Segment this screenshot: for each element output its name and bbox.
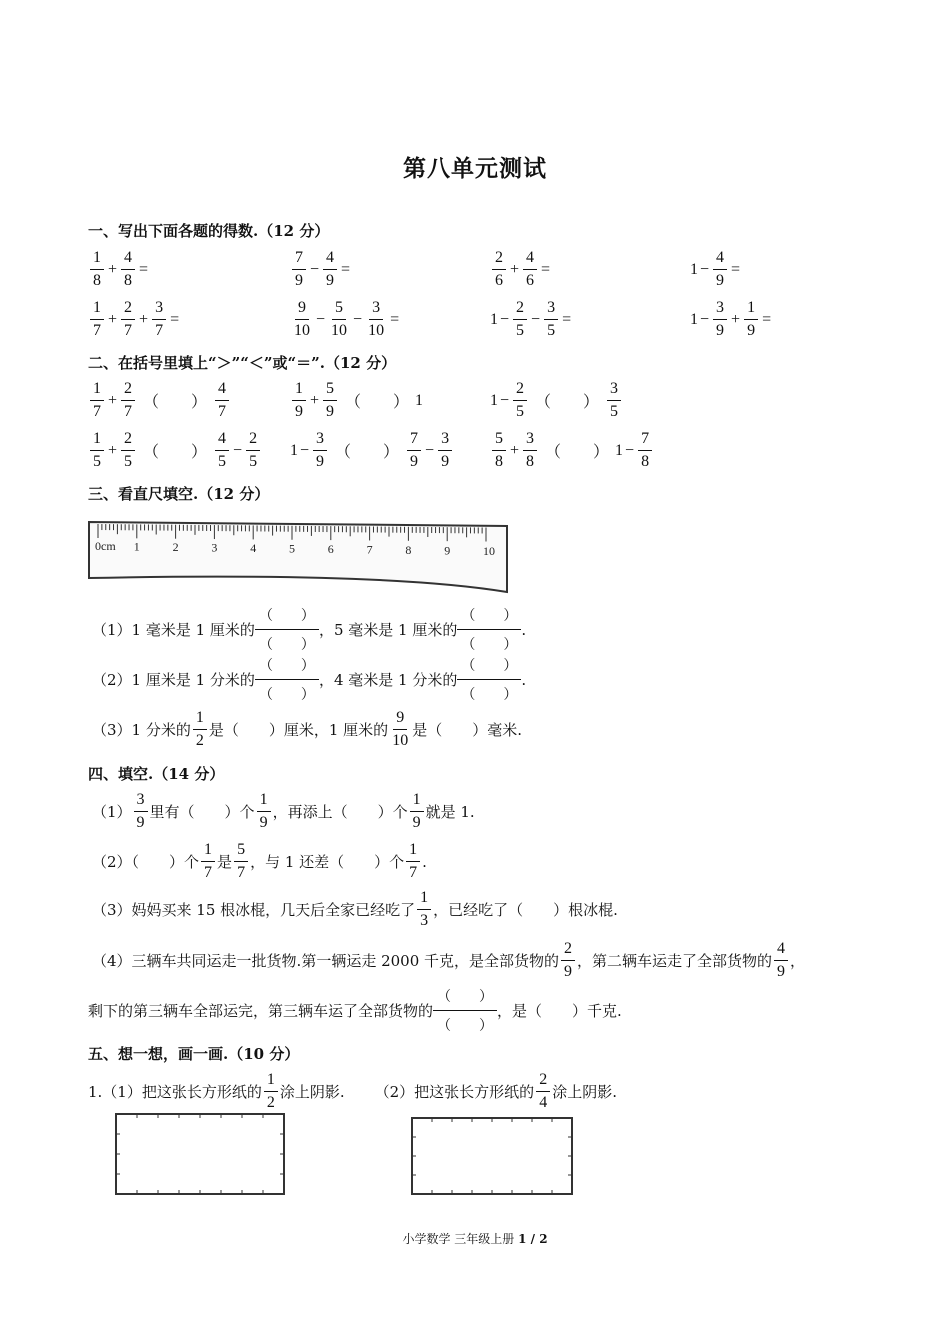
ruler-tick-label: 10 [483,544,495,558]
section-1-heading: 一、写出下面各题的得数.（12 分） [88,222,330,240]
q1-item-5: $\frac{1}{7}$ + $\frac{2}{7}$ + $\frac{3}{7}$ = [88,300,181,339]
section-5-heading: 五、想一想，画一画.（10 分） [88,1045,300,1063]
section-2-heading: 二、在括号里填上“＞”“＜”或“＝”.（12 分） [88,354,397,372]
q4-line-3: （3）妈妈买来 15 根冰棍，几天后全家已经吃了 $\frac{1}{3}$ ，已经吃了（ ）根冰棍. [92,889,618,929]
footer-subject: 小学数学 三年级上册 [402,1232,515,1246]
q1-item-1: $\frac{1}{8}$ + $\frac{4}{8}$ = [88,250,150,289]
q1-item-7: 1 − $\frac{2}{5}$ − $\frac{3}{5}$ = [490,299,572,339]
ruler-tick-label: 6 [327,542,334,556]
footer-page-number: 1 / 2 [518,1232,548,1246]
q2-item-4: $\frac{1}{5}$ + $\frac{2}{5}$ （ ） $\frac{4}{5}$ − $\frac{2}{5}$ [88,431,262,470]
q1-item-8: 1 − $\frac{3}{9}$ + $\frac{1}{9}$ = [690,299,772,339]
q2-item-5: 1 − $\frac{3}{9}$ （ ） $\frac{7}{9}$ − $\frac{3}{9}$ [290,431,454,470]
q3-l1-text-a: （1）1 毫米是 1 厘米的 [92,621,255,639]
q3-l2-text-b: ，4 毫米是 1 分米的 [318,671,458,689]
q2-item-2: $\frac{1}{9}$ + $\frac{5}{9}$ （ ） 1 [290,381,423,420]
ruler-tick-label: 8 [405,543,412,557]
section-4-heading: 四、填空.（14 分） [88,765,225,783]
ruler-tick-label: 1 [133,539,140,554]
ruler-image [86,516,510,596]
q3-line-3: （3）1 分米的 $\frac{1}{2}$ 是（ ）厘米，1 厘米的 $\frac{9}{10}$ 是（ ）毫米. [92,709,522,749]
q2-item-1: $\frac{1}{7}$ + $\frac{2}{7}$ （ ） $\frac{4}{7}$ [88,381,231,420]
q1-item-4: 1 − $\frac{4}{9}$ = [690,249,741,289]
blank-fraction[interactable]: （ ） （ ） [457,655,521,704]
q1-item-2: $\frac{7}{9}$ − $\frac{4}{9}$ = [290,250,352,289]
q4-line-2: （2）（ ）个 $\frac{1}{7}$ 是 $\frac{5}{7}$ ，与 1 还差（ ）个 $\frac{1}{7}$ . [92,841,427,881]
q2-item-6: $\frac{5}{8}$ + $\frac{3}{8}$ （ ） 1 − $\frac{7}{8}$ [490,431,654,470]
blank-fraction[interactable]: （ ） （ ） [433,986,497,1035]
q3-line-1: （1）1 毫米是 1 厘米的 （ ） （ ） ，5 毫米是 1 厘米的 （ ） （ ） . [92,605,526,654]
ruler-tick-label: 3 [211,540,218,555]
q4-line-1: （1） $\frac{3}{9}$ 里有（ ）个 $\frac{1}{9}$ ，再添上（ ）个 $\frac{1}{9}$ 就是 1. [92,791,475,831]
q5-line-1: 1.（1）把这张长方形纸的 $\frac{1}{2}$ 涂上阴影. （2）把这张长方形纸的 $\frac{2}{4}$ 涂上阴影. [88,1071,617,1111]
q4-line-5: 剩下的第三辆车全部运完，第三辆车运了全部货物的 （ ） （ ） ，是（ ）千克. [88,986,622,1035]
ruler-tick-label: 4 [250,541,257,555]
q3-l2-text-a: （2）1 厘米是 1 分米的 [92,671,255,689]
q2-item-3: 1 − $\frac{2}{5}$ （ ） $\frac{3}{5}$ [490,381,623,420]
rectangle-paper-2[interactable] [410,1116,574,1196]
ruler-tick-label: 2 [172,540,179,554]
q1-item-3: $\frac{2}{6}$ + $\frac{4}{6}$ = [490,250,552,289]
ruler-tick-label: 7 [366,542,373,557]
ruler-tick-label: 5 [289,541,295,556]
page-footer [0,1230,950,1247]
ruler-tick-label: 9 [444,543,451,558]
rectangle-paper-1[interactable] [114,1112,286,1196]
q3-line-2: （2）1 厘米是 1 分米的 （ ） （ ） ，4 毫米是 1 分米的 （ ） （ ） . [92,655,526,704]
q4-line-4: （4）三辆车共同运走一批货物.第一辆运走 2000 千克，是全部货物的 $\frac{2}{9}$ ，第二辆车运走了全部货物的 $\frac{4}{9}$ ， [92,940,806,980]
q3-l1-text-b: ，5 毫米是 1 厘米的 [318,621,458,639]
section-3-heading: 三、看直尺填空.（12 分） [88,485,270,503]
ruler-unit-label: 0cm [95,539,116,553]
blank-fraction[interactable]: （ ） （ ） [255,655,319,704]
q1-item-6: $\frac{9}{10}$ − $\frac{5}{10}$ − $\frac{3}{10}$ = [294,299,400,339]
blank-fraction[interactable]: （ ） （ ） [255,605,319,654]
blank-fraction[interactable]: （ ） （ ） [457,605,521,654]
page-title: 第八单元测试 [403,155,547,182]
